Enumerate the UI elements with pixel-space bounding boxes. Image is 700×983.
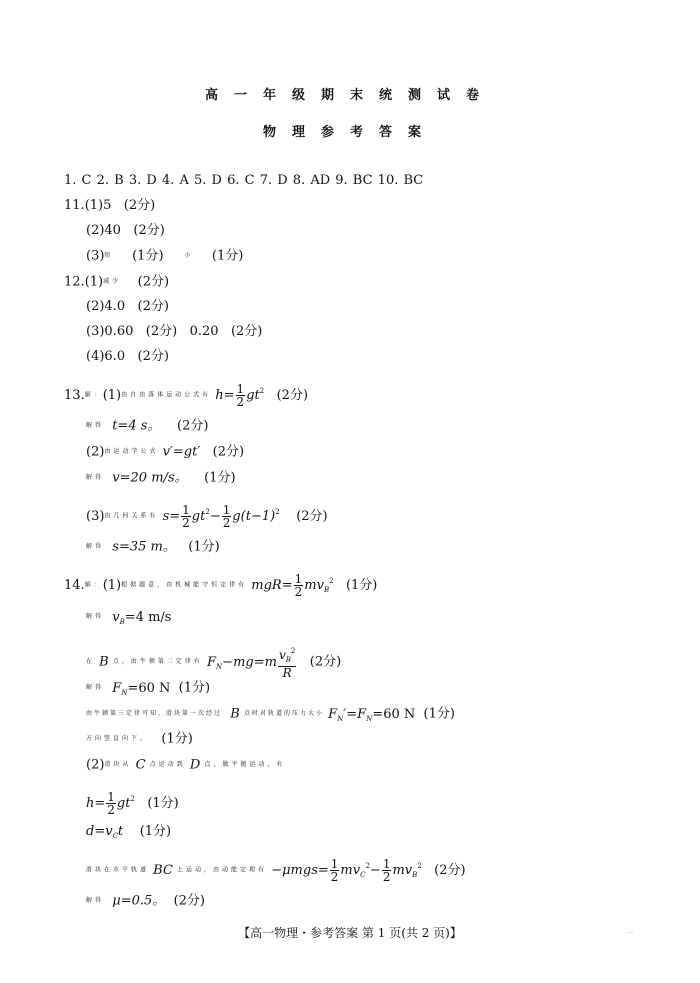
q14-number: 14. xyxy=(64,578,85,593)
score: (1分) xyxy=(161,731,193,747)
q11-line-1: 11.(1)5 (2分) xyxy=(64,198,156,213)
score: (2分) xyxy=(145,324,178,339)
q13-line-5: (3)由几何关系有 s= $\frac{1}{2}$ $gt^2-$ $\frac{1}{2}$ $g(t-1)^2$ (2分) xyxy=(86,503,328,530)
score: (2分) xyxy=(177,418,209,434)
score: (2分) xyxy=(296,509,328,524)
score: (1分) xyxy=(423,706,455,722)
score: (2分) xyxy=(137,349,169,364)
q12-line-4: (4)6.0 (2分) xyxy=(86,349,169,364)
q14-line-1: 14.解：(1)根据题意，由机械能守恒定律有 mgR= $\frac{1}{2}$ $mv_B^2$ (1分) xyxy=(64,572,378,599)
q12-line-1: 12.(1)减少 (2分) xyxy=(64,274,170,290)
score: (2分) xyxy=(137,274,170,290)
score: (2分) xyxy=(123,198,156,213)
score: (2分) xyxy=(137,299,169,314)
document-title: 物理参考答案 xyxy=(262,125,437,140)
score: (1分) xyxy=(345,578,378,593)
formula-projectile-horizontal: $d=v_Ct$ xyxy=(86,824,124,840)
q14-line-6: 方向竖直向下。 (1分) xyxy=(86,731,193,747)
page-footer: 【高一物理・参考答案 第 1 页(共 2 页)】 xyxy=(238,926,462,940)
q14-line-10: 滑块在水平轨道 BC 上运动，由动能定理有 −μmgs= $\frac{1}{2}$ $mv_C^2-$ $\frac{1}{2}$ $mv_B^2$ (2分) xyxy=(86,857,466,884)
formula-energy-conservation: mgR= $\frac{1}{2}$ $mv_B^2$ xyxy=(251,572,334,599)
q11-number: 11. xyxy=(64,198,85,213)
formula-newton-third: $F_N'=F_N=60$ N xyxy=(328,706,416,723)
score: (1分) xyxy=(139,824,172,839)
q13-line-1: 13.解：(1)由自由落体运动公式有 h= $\frac{1}{2}$ $gt^2$ (2分) xyxy=(64,382,309,409)
q11-line-2: (2)40 (2分) xyxy=(86,223,165,238)
formula-work-energy: −μmgs= $\frac{1}{2}$ $mv_C^2-$ $\frac{1}{2}$ $mv_B^2$ xyxy=(271,857,422,884)
score: (2分) xyxy=(133,223,165,238)
score: (1分) xyxy=(178,680,211,696)
formula-projectile-vertical: h= $\frac{1}{2}$ $gt^2$ xyxy=(86,790,135,817)
score: (2分) xyxy=(309,654,342,670)
q13-line-3: (2)由运动学公式 v′=gt′ (2分) xyxy=(86,444,245,460)
q14-line-5: 由牛顿第三定律可知，滑块第一次经过 B 点时对轨道的压力大小 $F_N'=F_N=60$ N (1分) xyxy=(86,706,455,723)
formula-newton-second: $F_N-mg=m$ $\frac{v_B^2}{R}$ xyxy=(207,647,296,680)
choice-answers: 1. C 2. B 3. D 4. A 5. D 6. C 7. D 8. AD 9. BC 10. BC xyxy=(64,173,424,188)
q14-line-2: 解得 $v_B=4$ m/s xyxy=(86,609,172,626)
q12-line-2: (2)4.0 (2分) xyxy=(86,299,169,314)
q14-line-7: (2)滑块从 C 点运动到 D 点，做平抛运动，有 xyxy=(86,757,286,773)
q14-line-8 xyxy=(86,791,179,816)
q11-line-3: (3)短 (1分) 小 (1分) xyxy=(86,248,244,264)
score: (2分) xyxy=(276,388,309,403)
q12-number: 12. xyxy=(64,274,85,290)
score: (1分) xyxy=(132,248,164,264)
q14-line-11: 解得 μ=0.5。 (2分) xyxy=(86,893,205,909)
q13-line-2: 解得 t=4 s。 (2分) xyxy=(86,418,209,434)
score: (2分) xyxy=(434,863,466,878)
exam-title: 高一年级期末统测试卷 xyxy=(204,88,495,103)
q14-line-4: 解得 $F_N=60$ N (1分) xyxy=(86,680,211,697)
q13-number: 13. xyxy=(64,388,85,403)
score: (2分) xyxy=(212,444,245,460)
score: (1分) xyxy=(204,470,236,486)
q14-line-3: 在 B 点，由牛顿第二定律有 $F_N-mg=m$ $\frac{v_B^2}{R}$ (2分) xyxy=(86,647,342,680)
q12-line-3: (3)0.60 (2分) 0.20 (2分) xyxy=(86,324,263,339)
score: (1分) xyxy=(211,248,244,264)
corner-mark: … xyxy=(628,929,633,935)
score: (1分) xyxy=(147,796,179,811)
formula-velocity: v′=gt′ xyxy=(162,444,201,460)
score: (2分) xyxy=(173,893,205,909)
formula-geometry: s= $\frac{1}{2}$ $gt^2-$ $\frac{1}{2}$ $g(t-1)^2$ xyxy=(162,503,280,530)
q14-line-9 xyxy=(86,824,171,844)
score: (2分) xyxy=(230,324,263,339)
q13-line-6: 解得 s=35 m。 (1分) xyxy=(86,539,220,555)
q13-line-4: 解得 v=20 m/s。 (1分) xyxy=(86,470,236,486)
score: (1分) xyxy=(188,539,220,555)
formula-free-fall: h= $\frac{1}{2}$ $gt^2$ xyxy=(215,382,265,409)
